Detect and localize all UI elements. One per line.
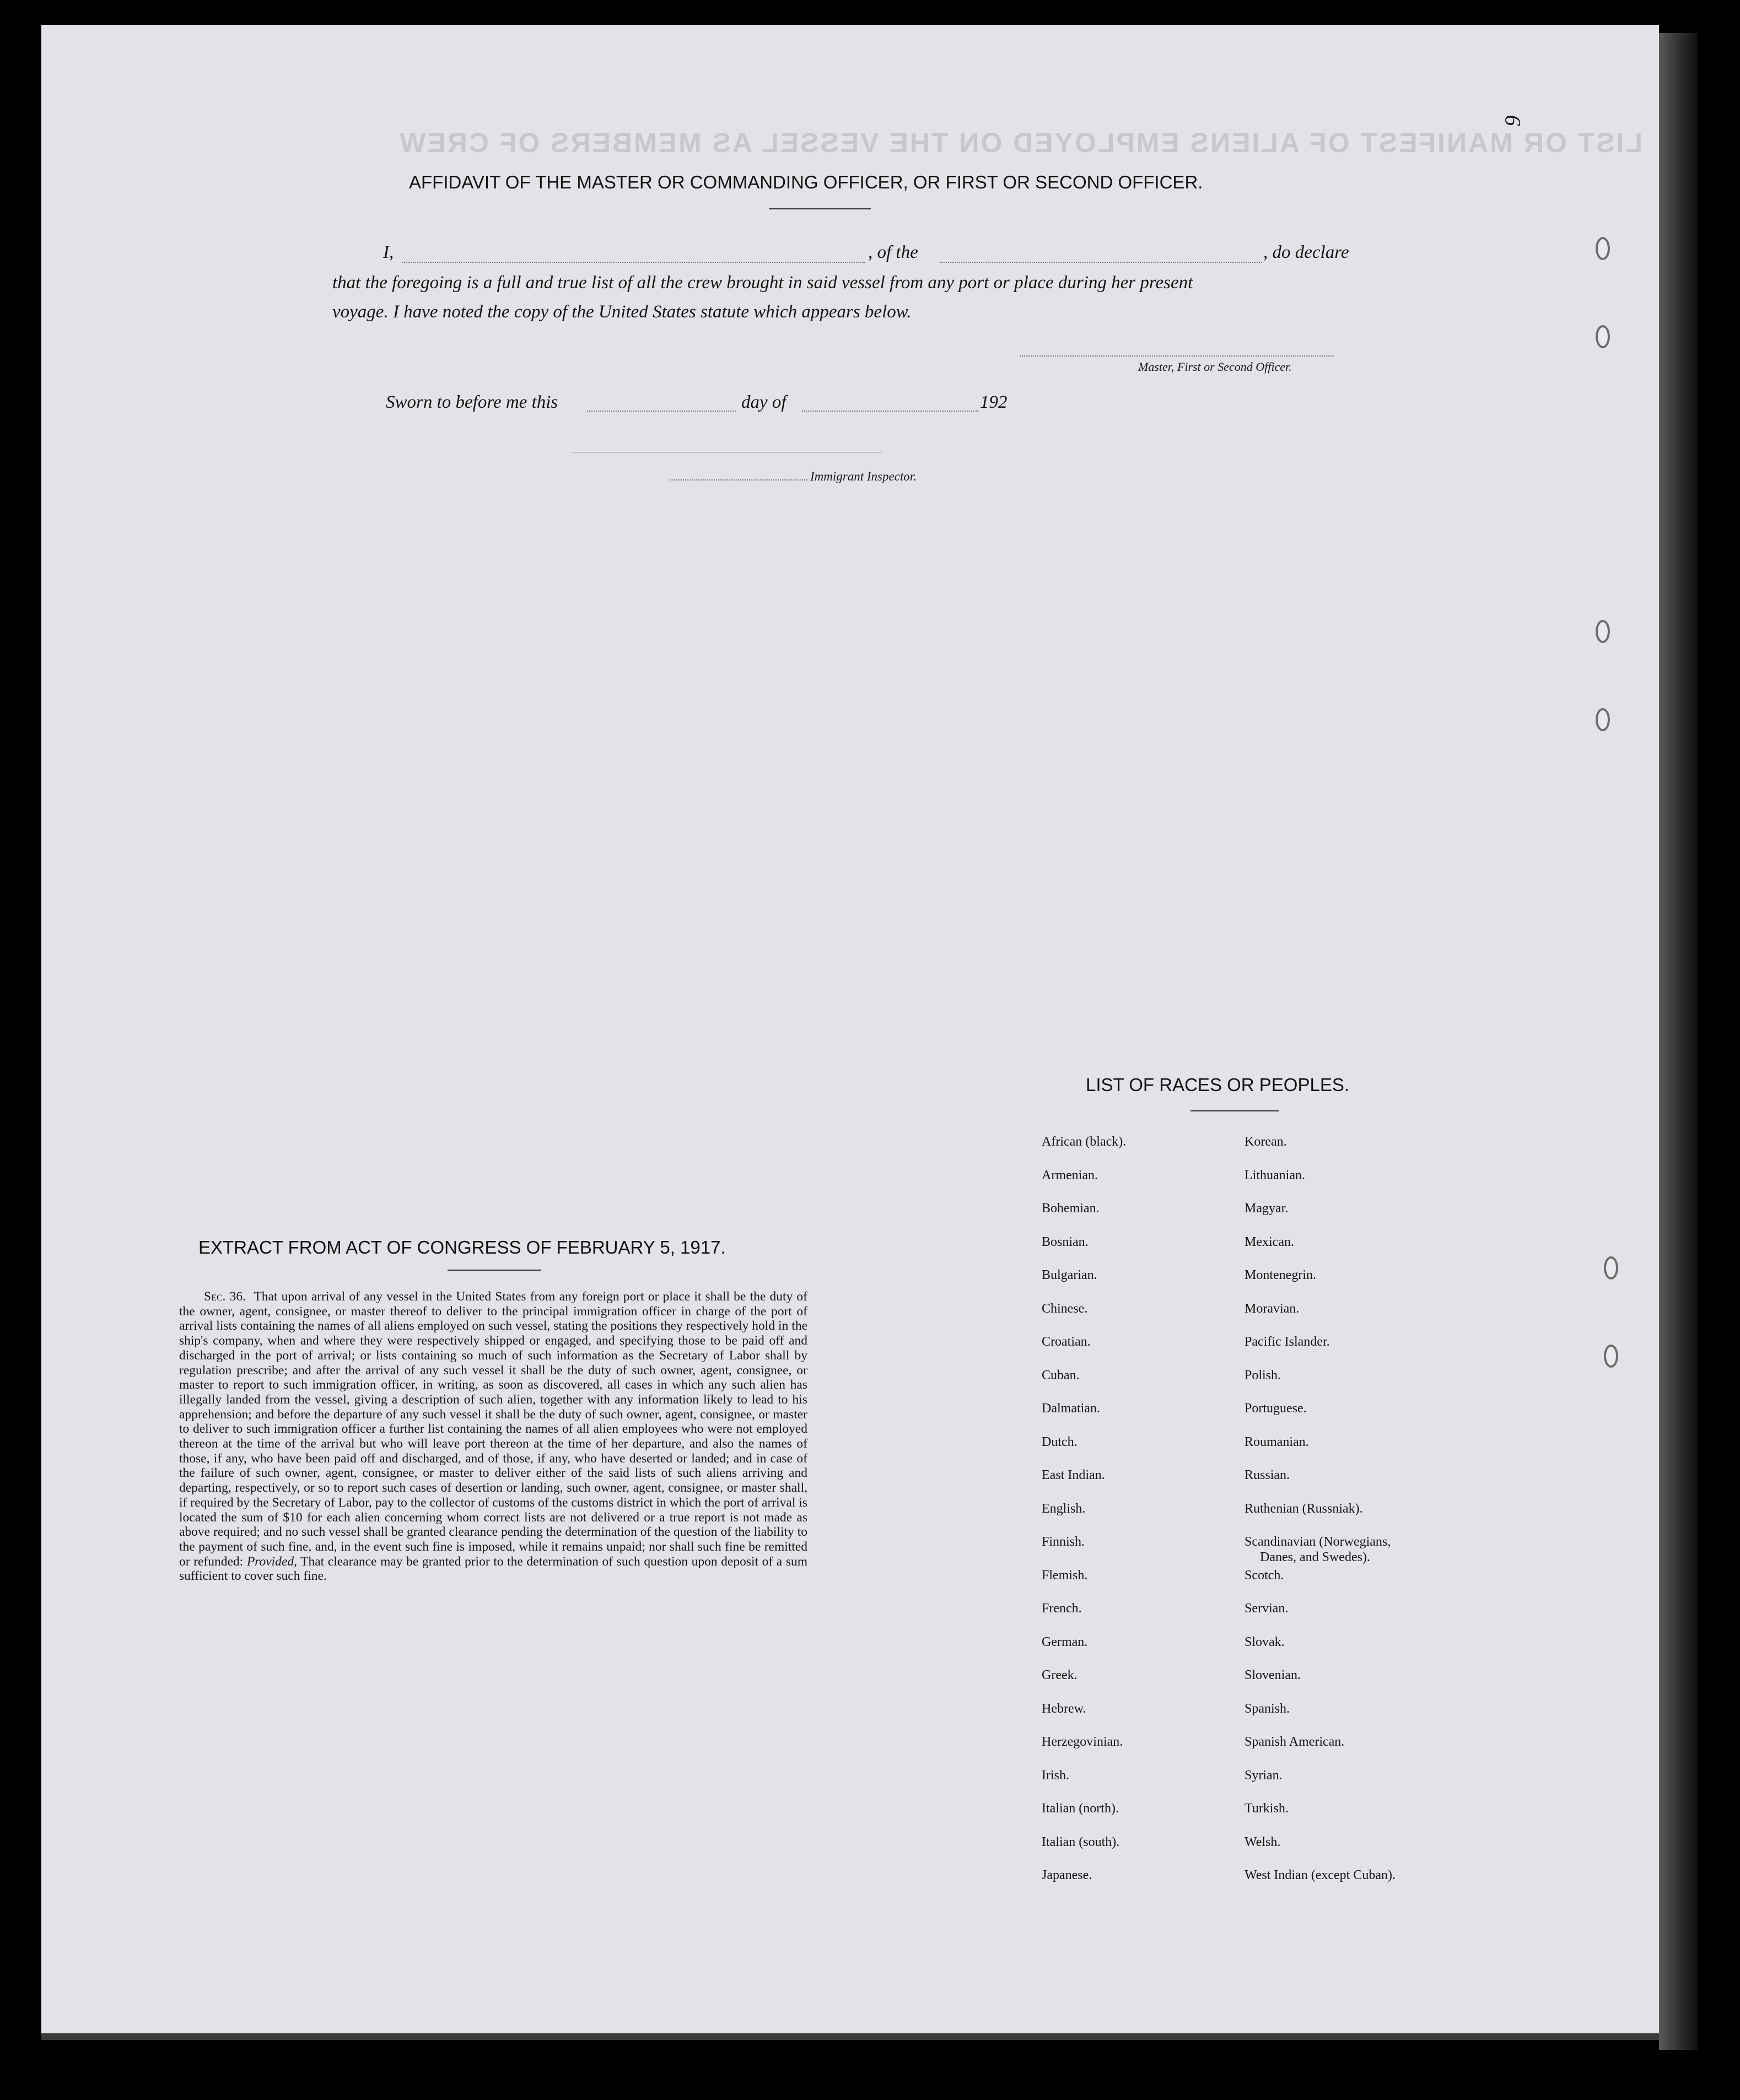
top-right-mark: 6 (1500, 115, 1526, 126)
race-item: German. (1042, 1634, 1088, 1649)
race-item: Dalmatian. (1042, 1401, 1100, 1416)
race-item: Servian. (1245, 1601, 1289, 1616)
race-item: Japanese. (1042, 1868, 1092, 1882)
provided-label: Provided, (246, 1554, 297, 1569)
extract-heading-rule (448, 1270, 541, 1271)
race-item: Polish. (1245, 1368, 1281, 1383)
race-item: Cuban. (1042, 1368, 1080, 1383)
race-item: Welsh. (1245, 1834, 1281, 1849)
binder-hole (1596, 325, 1610, 348)
extract-body (179, 1289, 807, 1584)
extract-heading: EXTRACT FROM ACT OF CONGRESS OF FEBRUARY 5, 1917. (198, 1237, 726, 1257)
race-item: Roumanian. (1245, 1434, 1309, 1449)
race-item: Syrian. (1245, 1768, 1283, 1783)
race-item: Magyar. (1245, 1201, 1289, 1216)
race-item: Russian. (1245, 1468, 1290, 1482)
race-item: Moravian. (1245, 1301, 1300, 1316)
race-item: Pacific Islander. (1245, 1335, 1330, 1349)
binder-hole (1596, 708, 1610, 731)
inspector-name-field[interactable] (670, 479, 807, 481)
race-item: Bulgarian. (1042, 1268, 1097, 1282)
race-item: Croatian. (1042, 1335, 1091, 1349)
affidavit-of-the: , of the (868, 242, 918, 262)
race-item: Turkish. (1245, 1801, 1289, 1816)
binder-hole (1596, 237, 1610, 260)
race-item: Slovenian. (1245, 1668, 1301, 1682)
race-item: Ruthenian (Russniak). (1245, 1501, 1363, 1516)
race-item: East Indian. (1042, 1468, 1105, 1482)
race-item: Flemish. (1042, 1568, 1088, 1583)
sworn-before-text: Sworn to before me this (386, 392, 558, 412)
race-item: Bohemian. (1042, 1201, 1100, 1216)
affidavit-heading: AFFIDAVIT OF THE MASTER OR COMMANDING OFFICER, OR FIRST OR SECOND OFFICER. (409, 172, 1203, 192)
race-item: Danes, and Swedes). (1260, 1550, 1370, 1564)
inspector-label: Immigrant Inspector. (810, 469, 917, 483)
race-item: West Indian (except Cuban). (1245, 1868, 1396, 1882)
race-item: French. (1042, 1601, 1082, 1616)
race-item: Herzegovinian. (1042, 1735, 1123, 1749)
document-page (41, 25, 1659, 2033)
race-item: Korean. (1245, 1135, 1287, 1149)
master-signature-field[interactable] (1020, 355, 1334, 357)
race-item: Bosnian. (1042, 1234, 1089, 1249)
section-label: Sec. 36. (204, 1289, 246, 1304)
sworn-day-field[interactable] (587, 411, 736, 412)
race-item: Italian (north). (1042, 1801, 1119, 1816)
race-item: Mexican. (1245, 1234, 1294, 1249)
provided-text: That clearance may be granted prior to the determination of such question upon deposit of a sum sufficient to cover such fine. (179, 1554, 808, 1584)
master-signature-label: Master, First or Second Officer. (1138, 360, 1292, 374)
race-item: Finnish. (1042, 1535, 1085, 1549)
race-item: Lithuanian. (1245, 1168, 1305, 1183)
section-text: That upon arrival of any vessel in the United States from any foreign port or place it shall be the duty of the owner, agent, consignee, or master thereof to deliver to the principal immigration officer in charge of the port of arrival lists containing the names of all aliens employed on such vessel, stating the positions they respectively hold in the ship's company, when and where they were respectively shipped or engaged, and specifying those to be paid off and discharged in the port of arrival; or lists containing so much of such information as the Secretary of Labor shall by regulation prescribe; and after the arrival of any such vessel it shall be the duty of such owner, agent, consignee, or master to report to such immigration officer, in writing, as soon as discovered, all cases in which any such alien has illegally landed from the vessel, giving a description of such alien, together with any information likely to lead to his apprehension; and before the departure of any such vessel it shall be the duty of such owner, agent, consignee, or master to deliver to such immigration officer a further list containing the names of all alien employees who were not employed thereon at the time of the arrival but who will leave port thereon at the time of her departure, and also the names of those, if any, who have been paid off and discharged, and of those, if any, who have deserted or landed; and in case of the failure of such owner, agent, consignee, or master to deliver either of the said lists of such aliens arriving and departing, respectively, or so to report such cases of desertion or landing, such owner, agent, consignee, or master shall, if required by the Secretary of Labor, pay to the collector of customs of the customs district in which the port of arrival is located the sum of $10 for each alien concerning whom correct lists are not delivered or a true report is not made as above required; and no such vessel shall be granted clearance pending the determination of the question of the liability to the payment of such fine, and, in the event such fine is imposed, while it remains unpaid; nor shall such fine be remitted or refunded: (179, 1289, 808, 1569)
race-item: English. (1042, 1501, 1086, 1516)
affidavit-i: I, (383, 242, 394, 262)
affidavit-heading-rule (769, 208, 871, 209)
race-item: Greek. (1042, 1668, 1078, 1682)
race-item: Portuguese. (1245, 1401, 1307, 1416)
day-of-text: day of (741, 392, 786, 412)
sworn-month-field[interactable] (802, 411, 978, 412)
race-item: Montenegrin. (1245, 1268, 1316, 1282)
race-item: Spanish American. (1245, 1735, 1345, 1749)
race-item: Scotch. (1245, 1568, 1284, 1583)
bleed-through-text: LIST OR MANIFEST OF ALIENS EMPLOYED ON THE VESSEL AS MEMBERS OF CREW (398, 127, 1642, 158)
races-heading-rule (1190, 1110, 1279, 1111)
race-item: Italian (south). (1042, 1834, 1120, 1849)
races-heading: LIST OF RACES OR PEOPLES. (1086, 1075, 1350, 1095)
page-bottom-shadow (41, 2033, 1659, 2040)
vessel-name-field[interactable] (940, 262, 1262, 263)
affidavit-line-3: voyage. I have noted the copy of the United States statute which appears below. (332, 302, 912, 322)
race-item: Chinese. (1042, 1301, 1088, 1316)
binder-hole (1596, 620, 1610, 643)
affidavit-do-declare: , do declare (1263, 242, 1349, 262)
page-shadow-edge (1659, 33, 1698, 2050)
binder-hole (1604, 1345, 1618, 1368)
master-name-field[interactable] (402, 262, 865, 263)
race-item: Irish. (1042, 1768, 1069, 1783)
affidavit-line-2: that the foregoing is a full and true list of all the crew brought in said vessel from any port or place during her present (332, 273, 1193, 293)
race-item: Slovak. (1245, 1634, 1285, 1649)
year-prefix: 192 (980, 392, 1008, 412)
race-item: Armenian. (1042, 1168, 1098, 1183)
race-item: African (black). (1042, 1135, 1127, 1149)
race-item: Spanish. (1245, 1701, 1290, 1716)
race-item: Scandinavian (Norwegians, (1245, 1535, 1391, 1549)
binder-hole (1604, 1256, 1618, 1280)
race-item: Dutch. (1042, 1434, 1078, 1449)
race-item: Hebrew. (1042, 1701, 1086, 1716)
